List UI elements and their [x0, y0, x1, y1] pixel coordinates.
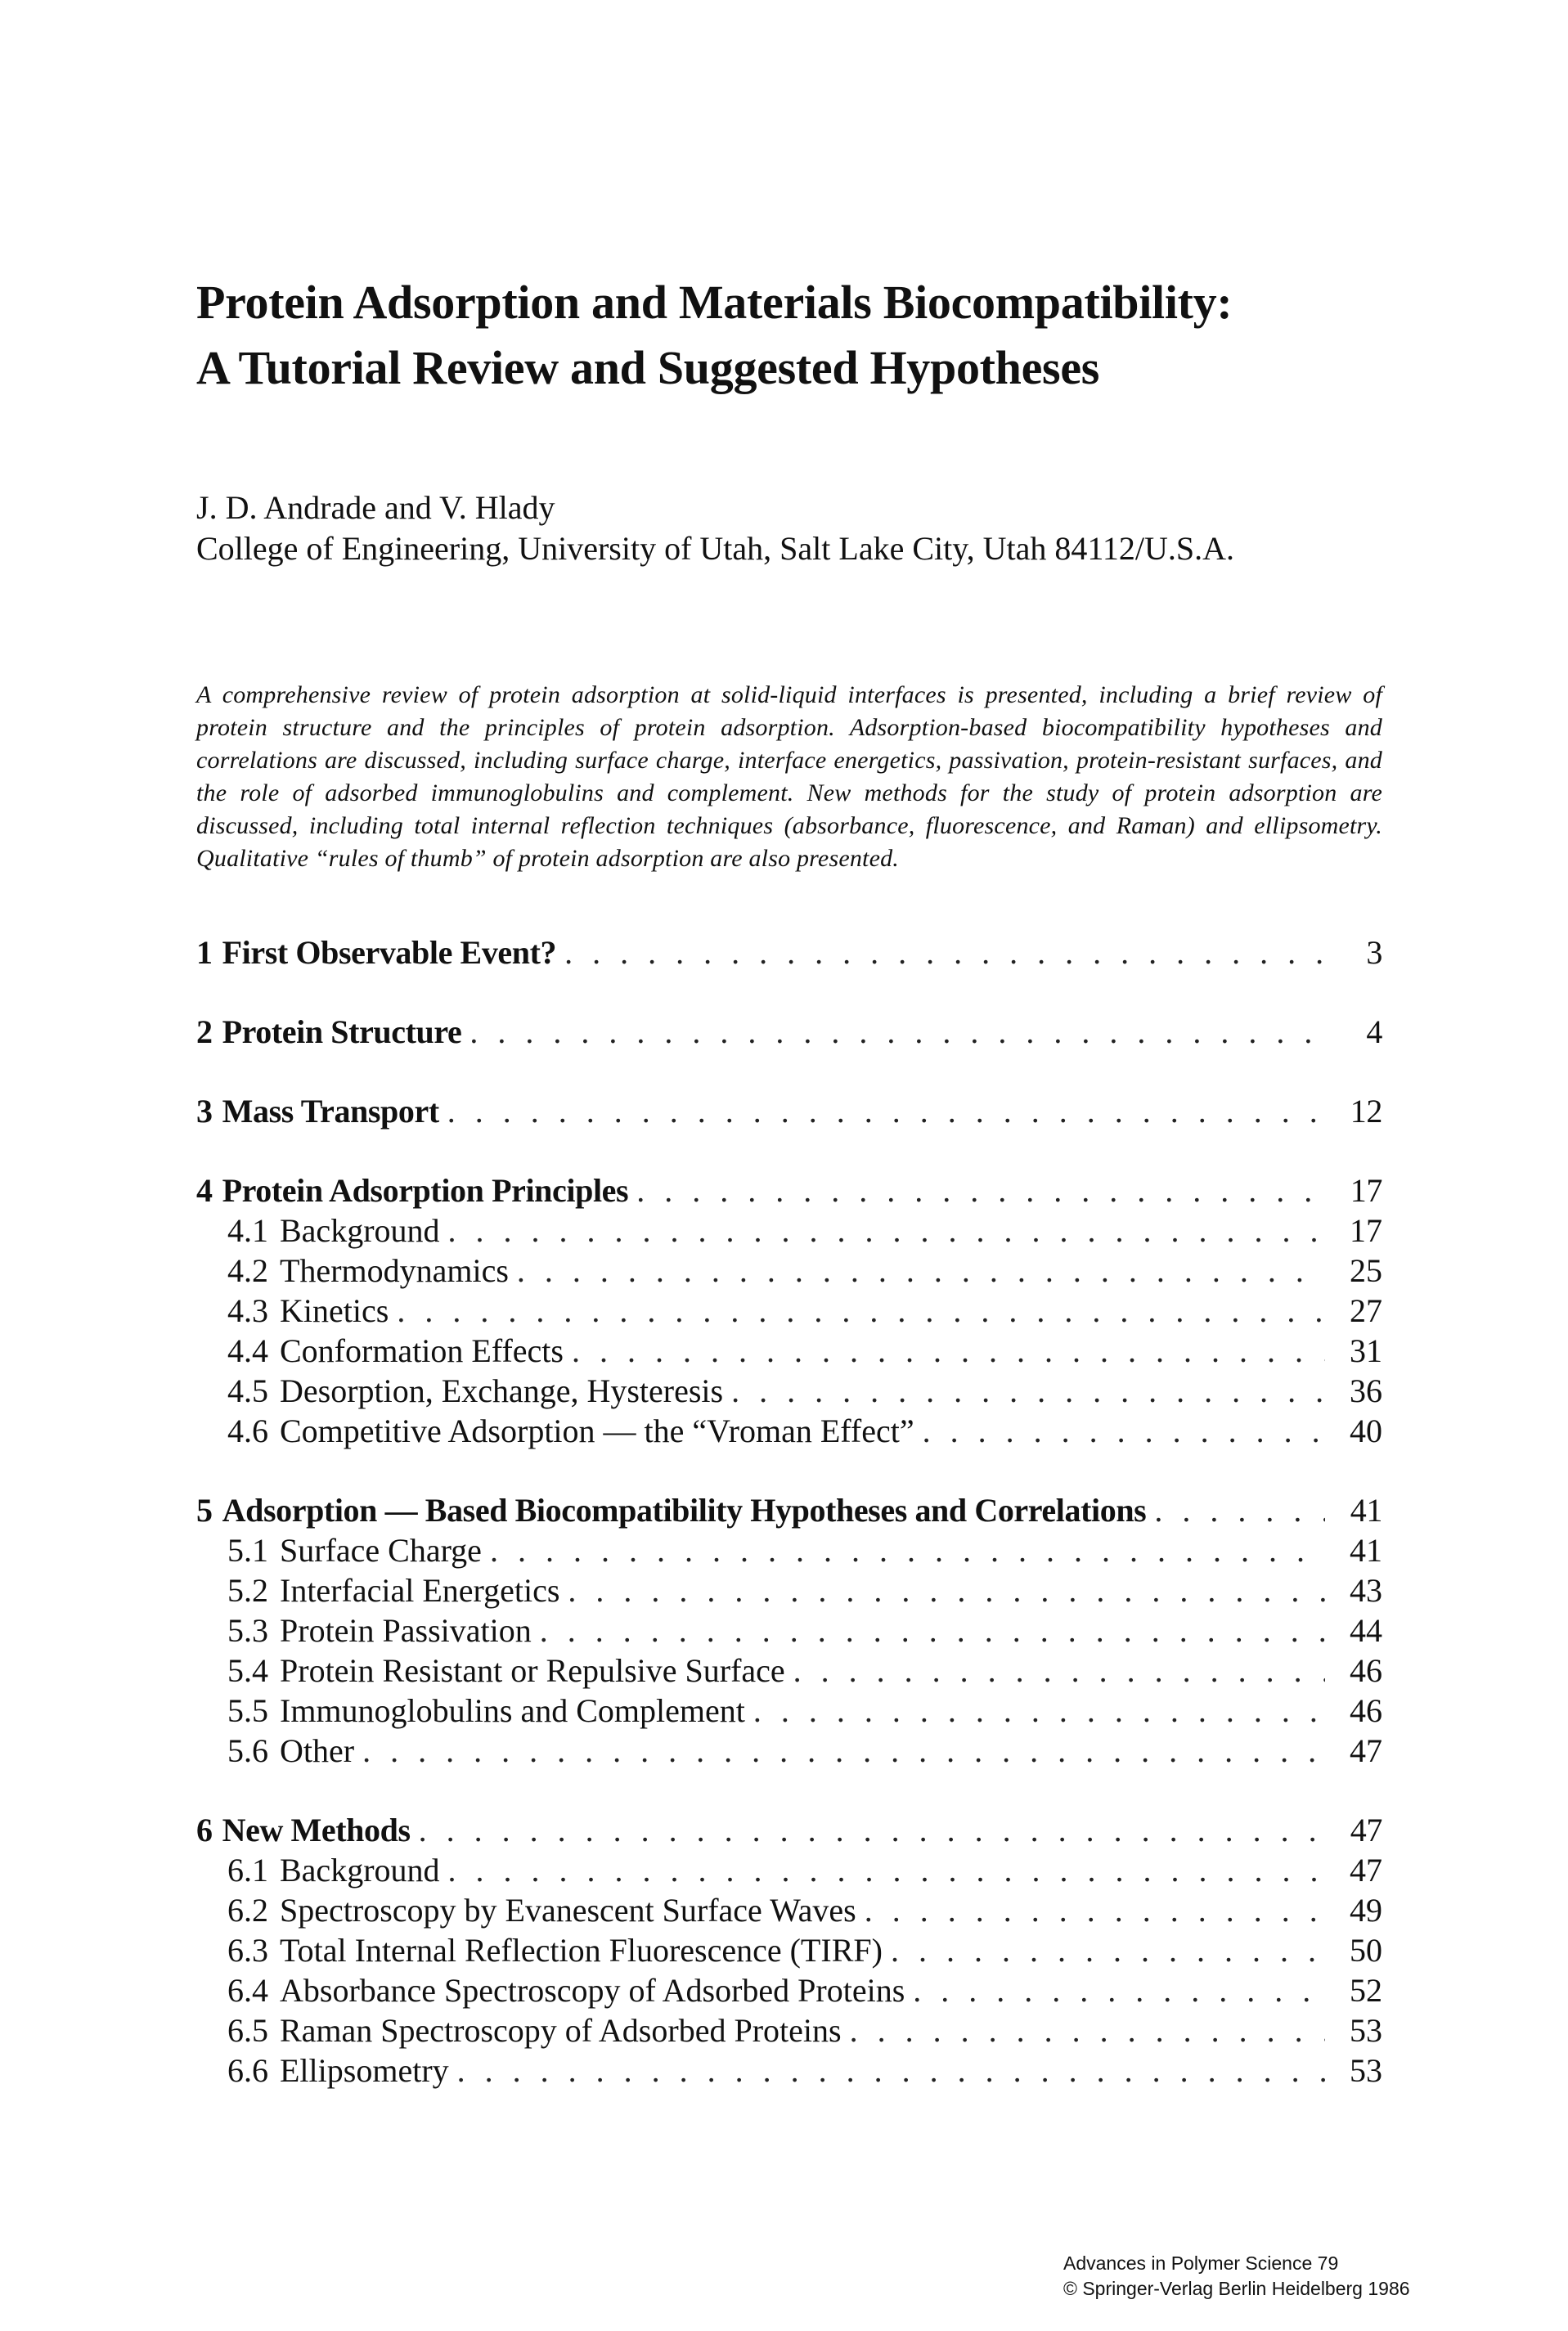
copyright-notice: © Springer-Verlag Berlin Heidelberg 1986: [1063, 2278, 1410, 2299]
toc-entry-title: Ellipsometry: [280, 2052, 449, 2089]
author-names: J. D. Andrade and V. Hlady: [196, 489, 555, 526]
toc-dot-leader: [785, 1651, 1325, 1691]
toc-dot-leader: [914, 1411, 1325, 1451]
toc-subsection-row: [196, 1291, 1382, 1331]
toc-subsection-row: [196, 1210, 1382, 1251]
toc-page-number: 53: [1350, 2012, 1382, 2049]
toc-dot-leader: [439, 1091, 1325, 1131]
author-block: [196, 487, 1382, 569]
toc-section-row: [196, 1012, 1382, 1052]
toc-entry-number: 6.6: [227, 2052, 268, 2089]
toc-entry-title: Absorbance Spectroscopy of Adsorbed Proteins: [280, 1972, 905, 2009]
toc-subsection-row: [196, 2010, 1382, 2050]
toc-dot-leader: [745, 1691, 1325, 1731]
toc-page-number: 49: [1350, 1892, 1382, 1929]
toc-page-number: 46: [1350, 1652, 1382, 1689]
toc-entry-number: 4.1: [227, 1212, 268, 1249]
toc-section: [196, 1170, 1382, 1451]
toc-entry-title: Conformation Effects: [280, 1332, 564, 1369]
toc-entry-title: Protein Adsorption Principles: [222, 1172, 629, 1209]
toc-entry-number: 1: [196, 934, 213, 971]
toc-subsection-row: [196, 1570, 1382, 1610]
toc-entry-number: 4.4: [227, 1332, 268, 1369]
toc-dot-leader: [440, 1850, 1325, 1890]
abstract: A comprehensive review of protein adsorption at solid-liquid interfaces is presented, including a brief review of protein structure and the principles of protein adsorption. Adsorption-based biocompatibility hypotheses and correlations are discussed, including surface charge, interface energetics, passivation, protein-resistant surfaces, and the role of adsorbed immunoglobulins and complement. New methods for the study of protein adsorption are discussed, including total internal reflection techniques (absorbance, fluorescence, and Raman) and ellipsometry. Qualitative “rules of thumb” of protein adsorption are also presented.: [196, 681, 1382, 872]
toc-entry-number: 6: [196, 1812, 213, 1848]
toc-dot-leader: [628, 1170, 1325, 1210]
toc-page-number: 52: [1350, 1972, 1382, 2009]
toc-subsection-row: [196, 1651, 1382, 1691]
toc-entry-number: 6.4: [227, 1972, 268, 2009]
toc-dot-leader: [556, 932, 1325, 972]
toc-page-number: 50: [1350, 1932, 1382, 1969]
toc-page-number: 47: [1350, 1852, 1382, 1889]
toc-entry-title: Thermodynamics: [280, 1252, 509, 1289]
toc-entry-title: Surface Charge: [280, 1532, 482, 1569]
toc-subsection-row: [196, 1691, 1382, 1731]
toc-page-number: 17: [1350, 1212, 1382, 1249]
toc-entry-title: Adsorption — Based Biocompatibility Hypotheses and Correlations: [222, 1492, 1147, 1529]
toc-section-row: [196, 1810, 1382, 1850]
toc-page-number: 4: [1366, 1013, 1382, 1050]
toc-entry-number: 5: [196, 1492, 213, 1529]
toc-entry-title: Immunoglobulins and Complement: [280, 1692, 745, 1729]
toc-page-number: 40: [1350, 1413, 1382, 1449]
toc-subsection-row: [196, 1731, 1382, 1771]
table-of-contents: [196, 932, 1382, 2091]
toc-page-number: 44: [1350, 1612, 1382, 1649]
toc-subsection-row: [196, 1850, 1382, 1890]
toc-dot-leader: [440, 1210, 1325, 1251]
toc-page-number: 3: [1366, 934, 1382, 971]
toc-entry-title: Protein Passivation: [280, 1612, 532, 1649]
toc-subsection-row: [196, 1890, 1382, 1930]
toc-entry-title: Interfacial Energetics: [280, 1572, 560, 1609]
toc-entry-title: Mass Transport: [222, 1093, 439, 1130]
toc-section-row: [196, 1490, 1382, 1530]
toc-entry-number: 2: [196, 1013, 213, 1050]
toc-entry-number: 6.5: [227, 2012, 268, 2049]
toc-page-number: 43: [1350, 1572, 1382, 1609]
toc-page-number: 36: [1350, 1372, 1382, 1409]
toc-subsection-row: [196, 2050, 1382, 2091]
toc-dot-leader: [559, 1570, 1325, 1610]
toc-dot-leader: [449, 2050, 1325, 2091]
toc-entry-title: Kinetics: [280, 1292, 389, 1329]
toc-entry-number: 5.3: [227, 1612, 268, 1649]
toc-entry-title: Background: [280, 1212, 440, 1249]
toc-page-number: 31: [1350, 1332, 1382, 1369]
toc-entry-number: 5.5: [227, 1692, 268, 1729]
toc-dot-leader: [411, 1810, 1325, 1850]
toc-entry-number: 5.1: [227, 1532, 268, 1569]
toc-subsection-row: [196, 1610, 1382, 1651]
toc-entry-number: 6.3: [227, 1932, 268, 1969]
toc-section: [196, 1012, 1382, 1052]
toc-section-row: [196, 932, 1382, 972]
toc-entry-number: 4.6: [227, 1413, 268, 1449]
toc-entry-number: 4.3: [227, 1292, 268, 1329]
toc-dot-leader: [564, 1331, 1325, 1371]
toc-subsection-row: [196, 1411, 1382, 1451]
toc-section: [196, 1490, 1382, 1771]
title-line-2: A Tutorial Review and Suggested Hypotheses: [196, 341, 1100, 394]
toc-dot-leader: [354, 1731, 1325, 1771]
toc-dot-leader: [842, 2010, 1325, 2050]
toc-dot-leader: [389, 1291, 1325, 1331]
toc-subsection-row: [196, 1930, 1382, 1970]
paper-page: [196, 270, 1382, 2130]
toc-entry-number: 6.1: [227, 1852, 268, 1889]
toc-dot-leader: [509, 1251, 1325, 1291]
author-affiliation: College of Engineering, University of Utah, Salt Lake City, Utah 84112/U.S.A.: [196, 530, 1235, 567]
toc-page-number: 46: [1350, 1692, 1382, 1729]
toc-page-number: 17: [1350, 1172, 1382, 1209]
toc-entry-number: 4: [196, 1172, 213, 1209]
toc-section: [196, 1091, 1382, 1131]
toc-entry-title: Total Internal Reflection Fluorescence (TIRF): [280, 1932, 883, 1969]
footer: [1063, 2251, 1410, 2302]
toc-entry-title: Other: [280, 1732, 355, 1769]
toc-dot-leader: [856, 1890, 1325, 1930]
toc-page-number: 53: [1350, 2052, 1382, 2089]
toc-entry-number: 6.2: [227, 1892, 268, 1929]
toc-entry-number: 5.2: [227, 1572, 268, 1609]
toc-dot-leader: [883, 1930, 1325, 1970]
toc-subsection-row: [196, 1331, 1382, 1371]
toc-page-number: 25: [1350, 1252, 1382, 1289]
toc-dot-leader: [1146, 1490, 1325, 1530]
toc-entry-number: 5.4: [227, 1652, 268, 1689]
toc-entry-title: First Observable Event?: [222, 934, 557, 971]
toc-dot-leader: [461, 1012, 1325, 1052]
toc-dot-leader: [723, 1371, 1325, 1411]
toc-subsection-row: [196, 1970, 1382, 2010]
toc-subsection-row: [196, 1251, 1382, 1291]
title-line-1: Protein Adsorption and Materials Biocompatibility:: [196, 276, 1233, 329]
toc-page-number: 41: [1350, 1492, 1382, 1529]
toc-subsection-row: [196, 1530, 1382, 1570]
toc-entry-title: Raman Spectroscopy of Adsorbed Proteins: [280, 2012, 842, 2049]
toc-entry-title: Protein Resistant or Repulsive Surface: [280, 1652, 785, 1689]
toc-dot-leader: [482, 1530, 1325, 1570]
toc-entry-title: Competitive Adsorption — the “Vroman Effect”: [280, 1413, 914, 1449]
toc-section: [196, 932, 1382, 972]
toc-entry-title: Desorption, Exchange, Hysteresis: [280, 1372, 724, 1409]
toc-page-number: 27: [1350, 1292, 1382, 1329]
toc-entry-title: Spectroscopy by Evanescent Surface Waves: [280, 1892, 856, 1929]
toc-entry-title: Background: [280, 1852, 440, 1889]
toc-entry-number: 3: [196, 1093, 213, 1130]
series-info: Advances in Polymer Science 79: [1063, 2252, 1339, 2274]
toc-entry-title: Protein Structure: [222, 1013, 462, 1050]
paper-title: [196, 270, 1382, 401]
toc-dot-leader: [532, 1610, 1325, 1651]
toc-subsection-row: [196, 1371, 1382, 1411]
toc-entry-number: 4.2: [227, 1252, 268, 1289]
toc-dot-leader: [905, 1970, 1325, 2010]
toc-section-row: [196, 1170, 1382, 1210]
toc-page-number: 47: [1350, 1812, 1382, 1848]
toc-entry-number: 4.5: [227, 1372, 268, 1409]
toc-page-number: 12: [1350, 1093, 1382, 1130]
toc-page-number: 41: [1350, 1532, 1382, 1569]
toc-entry-number: 5.6: [227, 1732, 268, 1769]
toc-page-number: 47: [1350, 1732, 1382, 1769]
toc-section: [196, 1810, 1382, 2091]
toc-section-row: [196, 1091, 1382, 1131]
toc-entry-title: New Methods: [222, 1812, 411, 1848]
